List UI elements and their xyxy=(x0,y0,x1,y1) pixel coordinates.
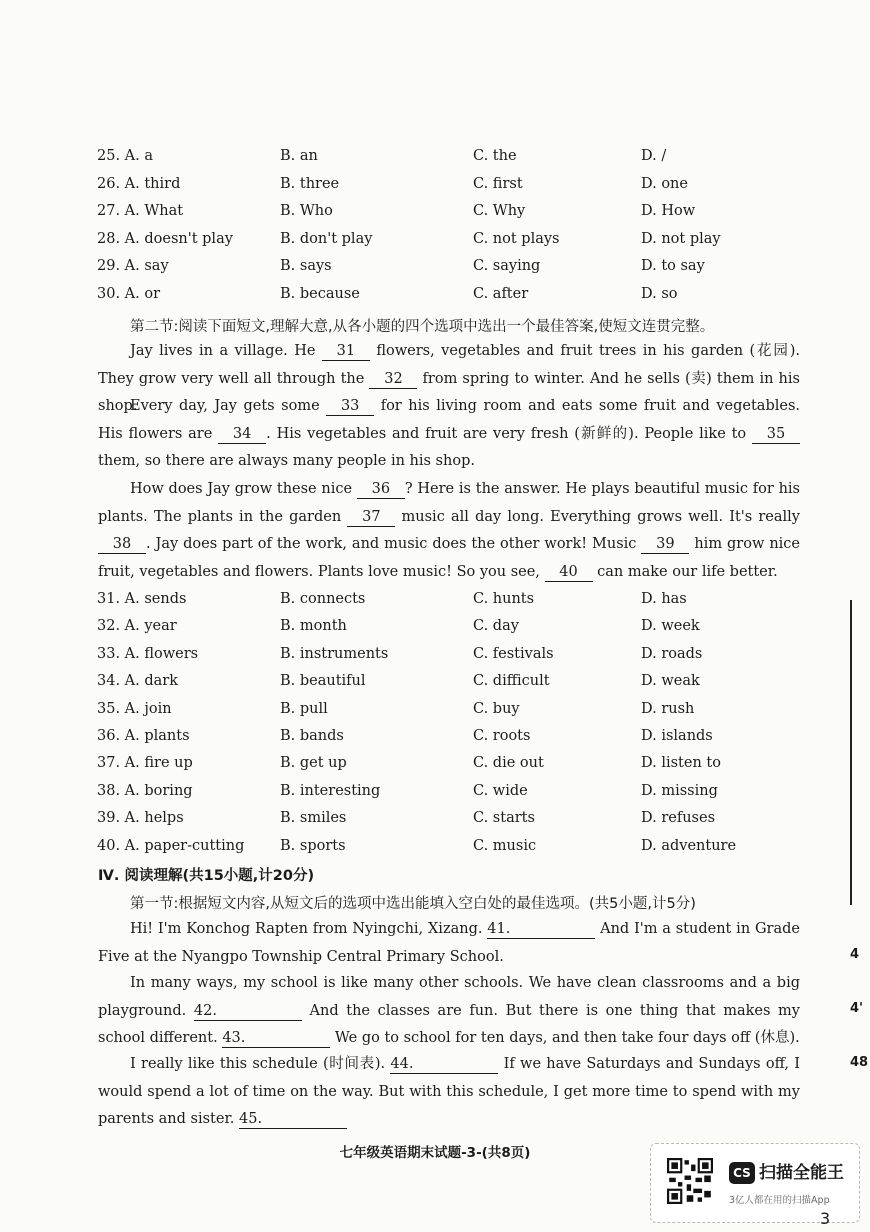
margin-number-2: 4' xyxy=(850,1001,864,1016)
passage-text: music all day long. Everything grows well. It's really xyxy=(395,508,800,525)
question-row xyxy=(97,673,817,695)
passage-text: If we have Saturdays and Sundays off, I would spend a lot of time on the way. But with this schedule, I get more time to spend with my parents and sister. xyxy=(98,1056,800,1127)
option-b: B. bands xyxy=(280,728,344,744)
option-b: B. an xyxy=(280,148,318,164)
answer-blank: 37 xyxy=(347,508,395,527)
option-c: C. saying xyxy=(473,258,541,275)
question-row xyxy=(97,176,817,198)
question-row xyxy=(97,231,817,253)
passage-text: I really like this schedule (时间表). xyxy=(130,1056,391,1072)
option-b: B. interesting xyxy=(280,782,381,799)
option-b: B. three xyxy=(280,175,340,192)
answer-blank: 36 xyxy=(357,480,405,499)
option-c: C. difficult xyxy=(473,673,550,690)
option-d: D. / xyxy=(641,148,667,164)
question-row xyxy=(97,618,817,640)
passage-text: Every day, Jay gets some xyxy=(130,398,327,414)
option-c: C. die out xyxy=(473,755,544,772)
option-d: D. not play xyxy=(641,230,721,247)
passage-text: Jay lives in a village. He xyxy=(130,343,322,359)
option-c: C. after xyxy=(473,286,529,302)
option-d: D. one xyxy=(641,175,688,192)
option-c: C. festivals xyxy=(473,645,554,662)
option-b: B. instruments xyxy=(280,645,389,662)
answer-blank: 43. xyxy=(222,1029,330,1048)
answer-blank: 35 xyxy=(752,425,800,444)
question-row xyxy=(97,701,817,723)
margin-number-1: 4 xyxy=(850,947,860,962)
option-b: B. smiles xyxy=(280,810,347,827)
reading-paragraph-1 xyxy=(98,916,800,971)
option-d: D. How xyxy=(641,203,696,220)
option-d: D. roads xyxy=(641,645,703,662)
question-row xyxy=(97,783,817,805)
option-c: C. Why xyxy=(473,203,526,220)
answer-blank: 45. xyxy=(239,1110,347,1129)
option-d: D. has xyxy=(641,591,687,607)
option-a: 32. A. year xyxy=(97,618,177,635)
answer-blank: 41. xyxy=(487,920,595,939)
part4-heading: Ⅳ. 阅读理解(共15小题,计20分) xyxy=(98,868,315,884)
option-c: C. music xyxy=(473,837,537,854)
answer-blank: 32 xyxy=(369,370,417,389)
question-row xyxy=(97,838,817,860)
option-c: C. roots xyxy=(473,728,531,744)
option-c: C. wide xyxy=(473,782,528,799)
question-row xyxy=(97,728,817,750)
option-d: D. week xyxy=(641,618,700,635)
option-b: B. don't play xyxy=(280,230,373,247)
option-c: C. starts xyxy=(473,810,535,827)
page-footer: 七年级英语期末试题-3-(共8页) xyxy=(339,1145,531,1161)
option-b: B. month xyxy=(280,618,347,635)
option-a: 34. A. dark xyxy=(97,673,179,690)
badge-tagline: 3亿人都在用的扫描App xyxy=(729,1195,830,1206)
option-d: D. weak xyxy=(641,673,700,690)
option-a: 40. A. paper-cutting xyxy=(97,837,245,854)
passage-text: . His vegetables and fruit are very fresh (新鲜的). People like to xyxy=(266,425,752,442)
passage-text: How does Jay grow these nice xyxy=(130,481,357,497)
option-b: B. pull xyxy=(280,700,328,717)
question-row xyxy=(97,148,817,170)
option-a: 27. A. What xyxy=(97,203,184,220)
option-a: 26. A. third xyxy=(97,175,181,192)
answer-blank: 39 xyxy=(641,535,689,554)
option-b: B. because xyxy=(280,286,360,302)
passage-text: for his living room and eats some fruit and vegetables. His flowers are xyxy=(98,398,800,442)
corner-page-number: 3 xyxy=(820,1209,831,1228)
passage-paragraph-3 xyxy=(98,476,800,586)
answer-blank: 34 xyxy=(218,425,266,444)
option-a: 38. A. boring xyxy=(97,782,193,799)
option-b: B. says xyxy=(280,258,332,275)
option-a: 31. A. sends xyxy=(97,591,187,607)
passage-text: from spring to winter. And he sells (卖) them in his shop. xyxy=(98,370,800,414)
option-b: B. sports xyxy=(280,837,346,854)
option-b: B. beautiful xyxy=(280,673,366,690)
margin-number-3: 48 xyxy=(850,1055,869,1070)
option-d: D. so xyxy=(641,286,678,302)
option-a: 35. A. join xyxy=(97,700,172,717)
option-a: 39. A. helps xyxy=(97,810,184,827)
option-a: 30. A. or xyxy=(97,286,161,302)
answer-blank: 44. xyxy=(390,1055,498,1074)
part4-section1-heading: 第一节:根据短文内容,从短文后的选项中选出能填入空白处的最佳选项。(共5小题,计5分) xyxy=(130,896,696,912)
option-a: 25. A. a xyxy=(97,148,154,164)
question-row xyxy=(97,286,817,308)
reading-paragraph-2 xyxy=(98,970,800,1053)
passage-paragraph-2 xyxy=(98,393,800,476)
answer-blank: 40 xyxy=(545,563,593,582)
option-d: D. listen to xyxy=(641,755,721,772)
option-b: B. connects xyxy=(280,591,366,607)
question-row xyxy=(97,646,817,668)
section2-heading: 第二节:阅读下面短文,理解大意,从各小题的四个选项中选出一个最佳答案,使短文连贯完整。 xyxy=(130,319,715,335)
passage-text: . Jay does part of the work, and music does the other work! Music xyxy=(146,536,642,552)
option-b: B. Who xyxy=(280,203,333,220)
passage-text: And I'm a student in Grade Five at the Nyangpo Township Central Primary School. xyxy=(98,921,800,965)
passage-text: We go to school for ten days, and then take four days off (休息). xyxy=(330,1030,800,1046)
answer-blank: 38 xyxy=(98,535,146,554)
option-d: D. rush xyxy=(641,700,695,717)
answer-blank: 33 xyxy=(326,397,374,416)
question-row xyxy=(97,258,817,280)
badge-brand: 扫描全能王 xyxy=(759,1163,844,1183)
passage-text: In many ways, my school is like many other schools. We have clean classrooms and a big playground. xyxy=(98,975,800,1019)
passage-text: can make our life better. xyxy=(592,563,778,580)
option-d: D. missing xyxy=(641,782,718,799)
option-c: C. the xyxy=(473,148,517,164)
answer-blank: 31 xyxy=(322,342,370,361)
option-c: C. day xyxy=(473,618,519,635)
question-row xyxy=(97,755,817,777)
option-a: 36. A. plants xyxy=(97,728,190,744)
option-a: 29. A. say xyxy=(97,258,169,275)
option-a: 28. A. doesn't play xyxy=(97,230,233,247)
option-c: C. not plays xyxy=(473,230,560,247)
option-d: D. adventure xyxy=(641,837,737,854)
option-d: D. islands xyxy=(641,728,713,744)
passage-text: And the classes are fun. But there is one thing that makes my school different. xyxy=(98,1002,800,1046)
passage-text: them, so there are always many people in his shop. xyxy=(98,453,475,469)
question-row xyxy=(97,203,817,225)
camscanner-logo-icon: CS xyxy=(729,1162,755,1184)
option-d: D. to say xyxy=(641,258,705,275)
option-d: D. refuses xyxy=(641,810,716,827)
option-c: C. first xyxy=(473,175,523,192)
qr-code-icon xyxy=(667,1158,713,1204)
question-row xyxy=(97,591,817,613)
passage-text: him grow nice fruit, vegetables and flowers. Plants love music! So you see, xyxy=(98,536,800,580)
option-c: C. buy xyxy=(473,700,520,717)
option-c: C. hunts xyxy=(473,591,535,607)
passage-text: ? Here is the answer. He plays beautiful music for his plants. The plants in the garden xyxy=(98,481,800,525)
answer-blank: 42. xyxy=(194,1002,302,1021)
margin-line xyxy=(850,600,852,905)
reading-paragraph-3 xyxy=(98,1051,800,1134)
question-row xyxy=(97,810,817,832)
option-b: B. get up xyxy=(280,755,347,772)
passage-text: flowers, vegetables and fruit trees in his garden (花园). They grow very well all through the xyxy=(98,343,800,387)
passage-text: Hi! I'm Konchog Rapten from Nyingchi, Xizang. xyxy=(130,921,488,937)
option-a: 33. A. flowers xyxy=(97,645,199,662)
option-a: 37. A. fire up xyxy=(97,755,193,772)
